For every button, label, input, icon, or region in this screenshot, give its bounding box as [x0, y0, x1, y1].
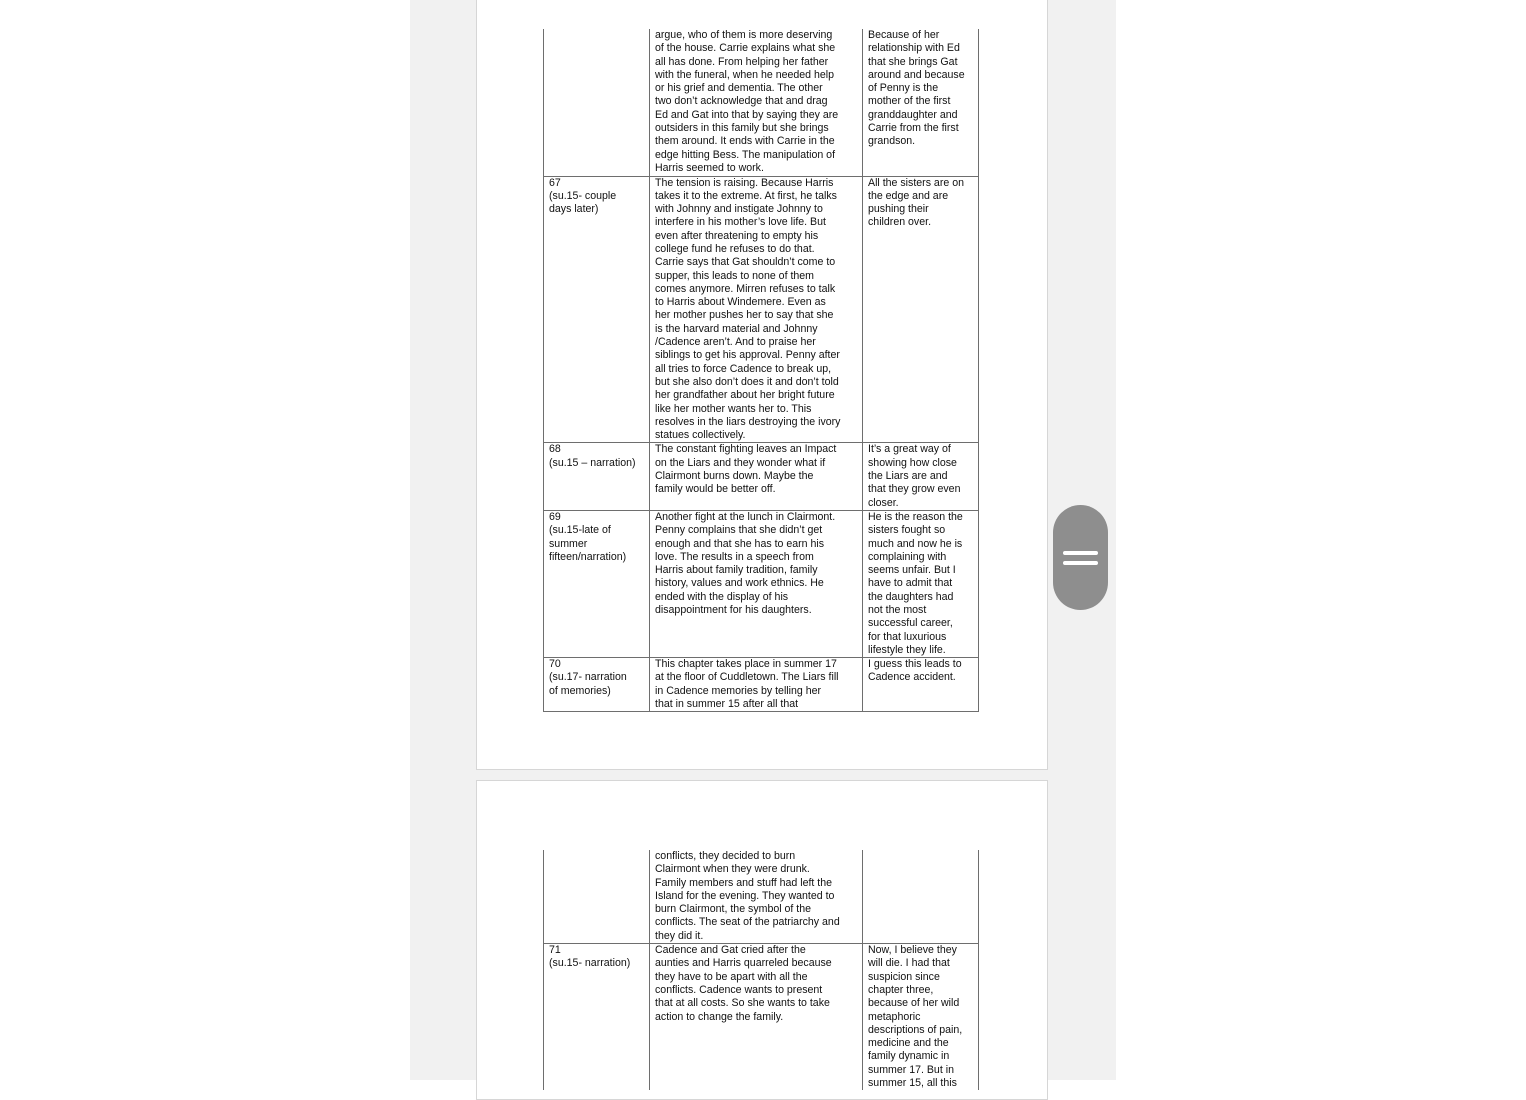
comment-cell	[863, 510, 979, 657]
text-line: that in summer 15 after all that	[655, 698, 799, 711]
text-line: 71	[549, 944, 561, 957]
text-line: Penny complains that she didn’t get	[655, 524, 823, 537]
handle-grip-line	[1063, 561, 1098, 565]
text-line: the daughters had	[868, 590, 954, 603]
content-cell	[650, 29, 863, 176]
text-line: chapter three,	[868, 983, 934, 996]
text-line: all has done. From helping her father	[655, 55, 829, 68]
text-line: 68	[549, 443, 561, 456]
text-line: but she also don’t does it and don’t told	[655, 375, 839, 388]
text-line: conflicts, they decided to burn	[655, 850, 796, 862]
text-line: Family members and stuff had left the	[655, 876, 833, 889]
text-line: Clairmont when they were drunk.	[655, 863, 810, 876]
text-line: All the sisters are on	[868, 176, 964, 189]
text-line: complaining with	[868, 550, 947, 563]
table-body	[544, 29, 979, 712]
text-line: successful career,	[868, 617, 953, 630]
text-line: action to change the family.	[655, 1010, 784, 1023]
text-line: lifestyle they life.	[868, 643, 946, 656]
text-line: aunties and Harris quarreled because	[655, 957, 832, 970]
text-line: suspicion since	[868, 970, 940, 983]
text-line: love. The results in a speech from	[655, 550, 814, 563]
table-row	[544, 29, 979, 176]
table-row	[544, 850, 979, 944]
text-line: of memories)	[549, 684, 611, 697]
handle-grip-line	[1063, 551, 1098, 555]
text-line: comes anymore. Mirren refuses to talk	[655, 282, 836, 295]
text-line: The constant fighting leaves an Impact	[655, 443, 837, 456]
text-line: statues collectively.	[655, 429, 746, 442]
comment-cell	[863, 29, 979, 176]
comment-cell	[863, 850, 979, 944]
text-line: children over.	[868, 216, 932, 229]
text-line: enough and that she has to earn his	[655, 537, 825, 550]
content-cell	[650, 944, 863, 1091]
text-line: have to admit that	[868, 577, 953, 590]
text-line: descriptions of pain,	[868, 1023, 963, 1036]
table-row	[544, 658, 979, 712]
text-line: (su.15- couple	[549, 189, 617, 202]
text-line: her grandfather about her bright future	[655, 389, 835, 402]
text-line: family dynamic in	[868, 1050, 950, 1063]
text-line: 67	[549, 176, 561, 189]
text-line: Harris seemed to work.	[655, 161, 764, 174]
chapter-table	[543, 850, 979, 1090]
text-line: Island for the evening. They wanted to	[655, 889, 835, 902]
text-line: sisters fought so	[868, 524, 946, 537]
text-line: of the house. Carrie explains what she	[655, 42, 836, 55]
text-line: with the funeral, when he needed help	[655, 68, 835, 81]
text-line: I guess this leads to	[868, 658, 962, 671]
text-line: much and now he is	[868, 537, 963, 550]
text-line: pushing their	[868, 203, 929, 216]
text-line: to Harris about Windemere. Even as	[655, 296, 826, 309]
text-line: takes it to the extreme. At first, he talks	[655, 189, 837, 202]
text-line: Cadence and Gat cried after the	[655, 944, 806, 957]
text-line: Clairmont burns down. Maybe the	[655, 470, 814, 483]
text-line: He is the reason the	[868, 510, 963, 523]
text-line: Another fight at the lunch in Clairmont.	[655, 510, 836, 523]
text-line: conflicts. Cadence wants to present	[655, 983, 823, 996]
text-line: all tries to force Cadence to break up,	[655, 362, 832, 375]
text-line: This chapter takes place in summer 17	[655, 658, 837, 671]
text-line: because of her wild	[868, 997, 960, 1010]
text-line: Because of her	[868, 29, 940, 41]
document-page-1	[476, 0, 1048, 770]
text-line: ended with the display of his	[655, 590, 789, 603]
text-line: summer	[549, 537, 588, 550]
text-line: burn Clairmont, the symbol of the	[655, 903, 812, 916]
text-line: at the floor of Cuddletown. The Liars fill	[655, 671, 839, 684]
chapter-cell	[544, 176, 650, 443]
comment-cell	[863, 443, 979, 510]
text-line: resolves in the liars destroying the ivory	[655, 415, 841, 428]
text-line: the Liars are and	[868, 470, 948, 483]
text-line: (su.17- narration	[549, 671, 627, 684]
content-cell	[650, 176, 863, 443]
text-line: fifteen/narration)	[549, 550, 627, 563]
text-line: around and because	[868, 68, 965, 81]
text-line: showing how close	[868, 456, 957, 469]
text-line: metaphoric	[868, 1010, 921, 1023]
text-line: or his grief and dementia. The other	[655, 82, 823, 95]
content-cell	[650, 850, 863, 944]
content-cell	[650, 658, 863, 712]
text-line: Harris about family tradition, family	[655, 564, 818, 577]
text-line: Now, I believe they	[868, 944, 957, 957]
text-line: even after threatening to empty his	[655, 229, 819, 242]
text-line: history, values and work ethnics. He	[655, 577, 824, 590]
text-line: days later)	[549, 203, 599, 216]
text-line: they have to be apart with all the	[655, 970, 808, 983]
text-line: siblings to get his approval. Penny after	[655, 349, 840, 362]
chapter-cell	[544, 850, 650, 944]
text-line: supper, this leads to none of them	[655, 269, 815, 282]
text-line: edge hitting Bess. The manipulation of	[655, 148, 836, 161]
text-line: will die. I had that	[868, 957, 950, 970]
text-line: that they grow even	[868, 483, 961, 496]
text-line: granddaughter and	[868, 108, 958, 121]
content-cell	[650, 443, 863, 510]
text-line: is the harvard material and Johnny	[655, 322, 818, 335]
text-line: Ed and Gat into that by saying they are	[655, 108, 839, 121]
content-cell	[650, 510, 863, 657]
text-line: her mother pushes her to say that she	[655, 309, 834, 322]
text-line: disappointment for his daughters.	[655, 604, 812, 616]
text-line: college fund he refuses to do that.	[655, 242, 815, 255]
text-line: 70	[549, 658, 561, 671]
text-line: /Cadence aren’t. And to praise her	[655, 336, 816, 349]
text-line: like her mother wants her to. This	[655, 402, 812, 415]
chapter-cell	[544, 658, 650, 712]
text-line: The tension is raising. Because Harris	[655, 176, 834, 189]
text-line: seems unfair. But I	[868, 564, 956, 577]
comment-cell	[863, 176, 979, 443]
text-line: 69	[549, 510, 561, 523]
text-line: (su.15- narration)	[549, 957, 631, 970]
text-line: grandson.	[868, 135, 916, 148]
text-line: conflicts. The seat of the patriarchy and	[655, 916, 840, 929]
text-line: relationship with Ed	[868, 42, 960, 55]
chapter-cell	[544, 944, 650, 1091]
text-line: medicine and the	[868, 1037, 949, 1050]
text-line: of Penny is the	[868, 82, 939, 95]
table-row	[544, 176, 979, 443]
drag-handle-icon[interactable]	[1053, 505, 1108, 610]
text-line: Carrie from the first	[868, 122, 959, 135]
text-line: Carrie says that Gat shouldn’t come to	[655, 256, 836, 269]
chapter-cell	[544, 443, 650, 510]
table-row	[544, 944, 979, 1091]
text-line: that she brings Gat	[868, 55, 958, 68]
chapter-cell	[544, 510, 650, 657]
comment-cell	[863, 658, 979, 712]
chapter-cell	[544, 29, 650, 176]
text-line: on the Liars and they wonder what if	[655, 456, 826, 469]
text-line: the edge and are	[868, 189, 949, 202]
text-line: argue, who of them is more deserving	[655, 29, 833, 41]
text-line: summer 17. But in	[868, 1063, 954, 1076]
text-line: interfere in his mother’s love life. But	[655, 216, 826, 229]
text-line: (su.15-late of	[549, 524, 611, 537]
text-line: outsiders in this family but she brings	[655, 122, 829, 135]
table-row	[544, 443, 979, 510]
text-line: in Cadence memories by telling her	[655, 684, 822, 697]
text-line: Cadence accident.	[868, 671, 956, 684]
text-line: It’s a great way of	[868, 443, 951, 456]
table-row	[544, 510, 979, 657]
text-line: family would be better off.	[655, 483, 776, 496]
text-line: that at all costs. So she wants to take	[655, 997, 830, 1010]
text-line: for that luxurious	[868, 630, 947, 643]
text-line: two don’t acknowledge that and drag	[655, 95, 828, 108]
text-line: they did it.	[655, 929, 704, 942]
text-line: them around. It ends with Carrie in the	[655, 135, 835, 148]
text-line: not the most	[868, 604, 927, 616]
text-line: (su.15 – narration)	[549, 456, 636, 469]
chapter-table	[543, 29, 979, 712]
text-line: closer.	[868, 496, 899, 509]
text-line: summer 15, all this	[868, 1077, 957, 1090]
text-line: with Johnny and instigate Johnny to	[655, 203, 823, 216]
table-body	[544, 850, 979, 1090]
comment-cell	[863, 944, 979, 1091]
document-page-2	[476, 780, 1048, 1100]
text-line: mother of the first	[868, 95, 951, 108]
